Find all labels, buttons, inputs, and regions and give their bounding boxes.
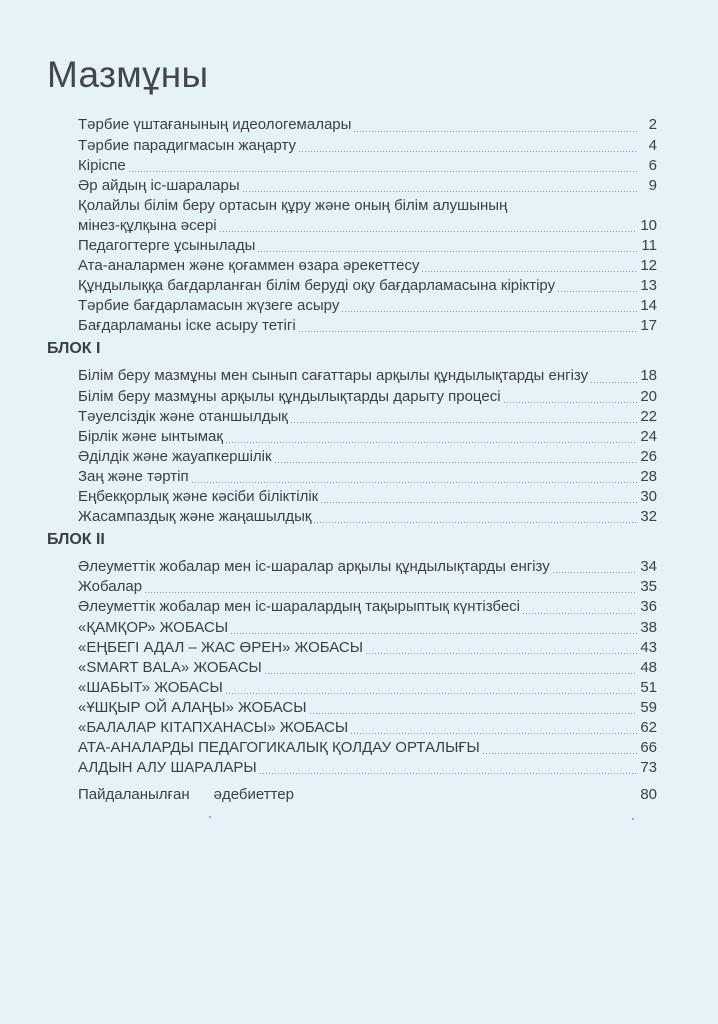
- dotted-leader: [366, 653, 637, 654]
- toc-entry: [78, 758, 657, 778]
- toc-entry: [78, 467, 657, 487]
- dotted-leader: [553, 572, 637, 573]
- toc-entry-page: 22: [640, 407, 657, 425]
- toc-entry: [78, 487, 657, 507]
- toc-entry-page: 34: [640, 558, 657, 576]
- toc-entry-title: «SMART BALA» ЖОБАСЫ: [78, 658, 262, 676]
- dotted-leader: [351, 733, 637, 734]
- toc-entry: [78, 387, 657, 407]
- toc-entry: [78, 296, 657, 316]
- toc-entry-page: 14: [640, 297, 657, 315]
- references-word-2: әдебиеттер: [213, 786, 294, 804]
- toc-entry-page: 17: [640, 317, 657, 335]
- toc-entry: [78, 136, 657, 156]
- dotted-leader: [226, 442, 637, 443]
- toc-entry: [78, 115, 657, 135]
- toc-entry: [78, 216, 657, 236]
- toc-entry-page: 66: [640, 739, 657, 757]
- toc-entry-page: 43: [640, 638, 657, 656]
- toc-entry: [78, 658, 657, 678]
- toc-entry-page: 13: [640, 277, 657, 295]
- toc-entry-page: 38: [640, 618, 657, 636]
- dust-speck: [209, 816, 211, 818]
- toc-entry-page: 62: [640, 718, 657, 736]
- toc-entry: [78, 407, 657, 427]
- toc-entry-title: Кіріспе: [78, 156, 126, 174]
- toc-entry-page: 4: [648, 136, 657, 154]
- section-heading: БЛОК I: [47, 340, 101, 358]
- toc-entry-title: АТА-АНАЛАРДЫ ПЕДАГОГИКАЛЫҚ ҚОЛДАУ ОРТАЛЫҒЫ: [78, 739, 480, 757]
- toc-entry-title: «ҚАМҚОР» ЖОБАСЫ: [78, 618, 229, 636]
- dotted-leader: [299, 331, 637, 332]
- toc-entry-page: 51: [640, 678, 657, 696]
- dotted-leader: [321, 502, 637, 503]
- references-word-1: Пайдаланылған: [78, 786, 190, 804]
- dust-speck: [632, 818, 634, 820]
- dotted-leader: [291, 422, 637, 423]
- toc-entry-references: [78, 785, 657, 805]
- toc-entry-title: Бағдарламаны іске асыру тетігі: [78, 317, 296, 335]
- toc-entry: [78, 316, 657, 336]
- dotted-leader: [226, 693, 637, 694]
- dotted-leader: [299, 151, 637, 152]
- dotted-leader: [591, 382, 637, 383]
- dotted-leader: [310, 713, 637, 714]
- toc-entry-page: 32: [640, 508, 657, 526]
- toc-entry-title: Тәуелсіздік және отаншылдық: [78, 407, 288, 425]
- toc-list: [47, 115, 657, 778]
- toc-entry-title: Әр айдың іс-шаралары: [78, 176, 240, 194]
- toc-entry-title: Ата-аналармен және қоғаммен өзара әрекеттесу: [78, 257, 420, 275]
- toc-entry: [78, 276, 657, 296]
- toc-entry: [78, 366, 657, 386]
- toc-entry-title: Әділдік және жауапкершілік: [78, 447, 272, 465]
- dotted-leader: [243, 191, 637, 192]
- toc-entry-title: «ШАБЫТ» ЖОБАСЫ: [78, 678, 223, 696]
- toc-entry-title: мінез-құлқына әсері: [78, 216, 217, 234]
- toc-entry: [78, 236, 657, 256]
- toc-entry-page: 10: [640, 216, 657, 234]
- toc-entry-page: 59: [640, 698, 657, 716]
- dotted-leader: [220, 231, 637, 232]
- toc-entry-title: Тәрбие бағдарламасын жүзеге асыру: [78, 297, 340, 315]
- toc-entry: [78, 256, 657, 276]
- dotted-leader: [342, 311, 637, 312]
- toc-entry: [78, 738, 657, 758]
- toc-entry-title: Білім беру мазмұны мен сынып сағаттары арқылы құндылықтарды енгізу: [78, 367, 589, 385]
- toc-entry-title: Құндылыққа бағдарланған білім беруді оқу бағдарламасына кіріктіру: [78, 277, 556, 295]
- dotted-leader: [504, 402, 637, 403]
- toc-entry-page: 11: [641, 237, 657, 254]
- toc-entry-wrapped-line: Қолайлы білім беру ортасын құру және оның білім алушының: [78, 196, 508, 214]
- toc-entry: [78, 698, 657, 718]
- toc-entry: [78, 557, 657, 577]
- toc-entry: [78, 618, 657, 638]
- toc-entry-page: 6: [648, 156, 657, 174]
- toc-entry: [78, 507, 657, 527]
- toc-entry-page: 20: [640, 387, 657, 405]
- toc-entry: [78, 597, 657, 617]
- toc-entry-title: «ЕҢБЕГІ АДАЛ – ЖАС ӨРЕН» ЖОБАСЫ: [78, 638, 364, 656]
- toc-entry-title: Бірлік және ынтымақ: [78, 427, 223, 445]
- toc-entry-page: 36: [640, 598, 657, 616]
- dotted-leader: [558, 291, 637, 292]
- toc-entry-page: 12: [640, 257, 657, 275]
- toc-entry-page: 2: [648, 116, 657, 134]
- toc-entry-title: Әлеуметтік жобалар мен іс-шаралардың тақырыптық күнтізбесі: [78, 598, 521, 616]
- dotted-leader: [260, 773, 637, 774]
- toc-entry: [78, 638, 657, 658]
- dotted-leader: [129, 171, 637, 172]
- toc-entry-title: «БАЛАЛАР КІТАПХАНАСЫ» ЖОБАСЫ: [78, 718, 349, 736]
- toc-entry-page: 18: [640, 367, 657, 385]
- page-title: Мазмұны: [47, 54, 209, 95]
- dotted-leader: [231, 633, 637, 634]
- toc-entry-page: 26: [640, 447, 657, 465]
- dotted-leader: [192, 482, 637, 483]
- toc-entry-page: 24: [640, 427, 657, 445]
- toc-entry-title: Әлеуметтік жобалар мен іс-шаралар арқылы құндылықтарды енгізу: [78, 558, 550, 576]
- toc-entry-title: Еңбекқорлық және кәсіби біліктілік: [78, 488, 319, 506]
- dotted-leader: [422, 271, 637, 272]
- toc-entry: [78, 447, 657, 467]
- dotted-leader: [523, 613, 637, 614]
- toc-entry-title: Жобалар: [78, 578, 143, 596]
- toc-entry-title: Педагогтерге ұсынылады: [78, 237, 256, 254]
- toc-entry-page: 35: [640, 578, 657, 596]
- toc-entry-page: 73: [640, 759, 657, 777]
- section-heading: БЛОК II: [47, 531, 105, 549]
- toc-entry-page: 30: [640, 488, 657, 506]
- dotted-leader: [145, 592, 637, 593]
- dotted-leader: [354, 131, 637, 132]
- toc-entry-page: 80: [640, 786, 657, 804]
- dotted-leader: [265, 673, 637, 674]
- dotted-leader: [483, 753, 637, 754]
- toc-entry-title: Тәрбие парадигмасын жаңарту: [78, 136, 297, 154]
- toc-entry: [78, 156, 657, 176]
- toc-entry: [78, 678, 657, 698]
- toc-entry-title: АЛДЫН АЛУ ШАРАЛАРЫ: [78, 759, 257, 777]
- toc-entry-title: «ҰШҚЫР ОЙ АЛАҢЫ» ЖОБАСЫ: [78, 698, 307, 716]
- toc-entry: [78, 718, 657, 738]
- toc-entry: [78, 577, 657, 597]
- dotted-leader: [258, 251, 637, 252]
- toc-entry-title: Жасампаздық және жаңашылдық: [78, 508, 312, 526]
- toc-entry-page: 48: [640, 658, 657, 676]
- toc-entry-title: Тәрбие үштағанының идеологемалары: [78, 116, 352, 134]
- toc-entry-page: 9: [648, 176, 657, 194]
- toc-entry-title: Білім беру мазмұны арқылы құндылықтарды дарыту процесі: [78, 387, 501, 405]
- dotted-leader: [314, 522, 637, 523]
- toc-entry: [78, 176, 657, 196]
- toc-entry: [78, 427, 657, 447]
- toc-entry-title: Заң және тәртіп: [78, 467, 189, 485]
- dotted-leader: [275, 462, 637, 463]
- toc-entry-page: 28: [640, 467, 657, 485]
